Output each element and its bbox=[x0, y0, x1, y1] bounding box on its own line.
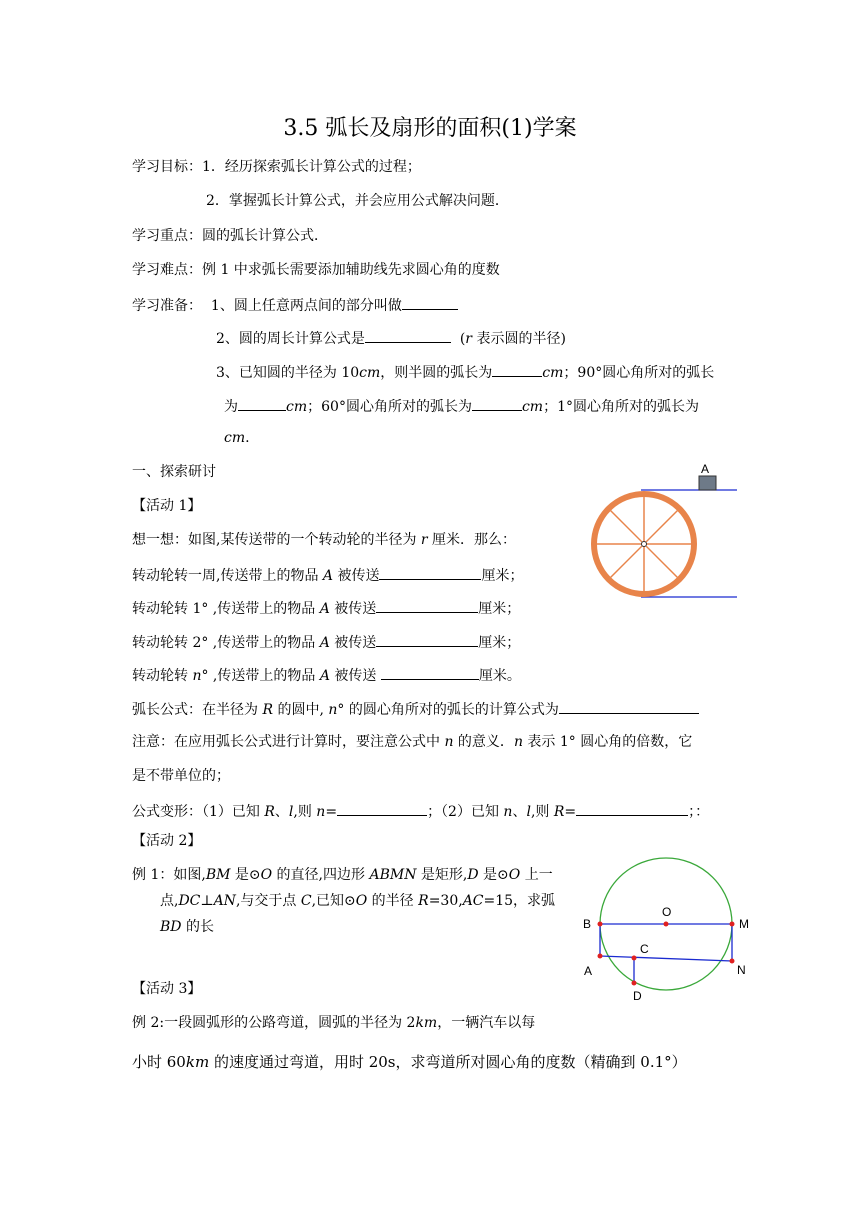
focus-label: 学习重点： bbox=[132, 228, 202, 244]
object-a bbox=[699, 476, 716, 490]
activity-1-heading: 【活动 1】 bbox=[132, 498, 202, 514]
page-title: 3.5 弧长及扇形的面积(1)学案 bbox=[283, 116, 577, 141]
answer-blank bbox=[576, 801, 688, 816]
example-1-line-2: 点,DC⊥AN,与交于点 C,已知⊙O 的半径 R=30,AC=15，求弧 bbox=[160, 893, 556, 909]
answer-blank bbox=[402, 295, 458, 310]
example-2-line-2: 小时 60km 的速度通过弯道，用时 20s，求弯道所对圆心角的度数（精确到 0.1°） bbox=[132, 1053, 687, 1071]
arc-formula-line: 弧长公式：在半径为 R 的圆中, n° 的圆心角所对的弧长的计算公式为 bbox=[132, 699, 699, 719]
note-line-2: 是不带单位的； bbox=[132, 768, 230, 784]
prep-q2: 2、圆的周长计算公式是 (r 表示圆的半径) bbox=[216, 328, 566, 348]
answer-blank bbox=[376, 598, 478, 613]
focus-text: 圆的弧长计算公式． bbox=[202, 228, 328, 244]
prep-q3-line1: 3、已知圆的半径为 10cm，则半圆的弧长为 cm；90°圆心角所对的弧长 bbox=[216, 362, 714, 382]
goal-item-1: 1．经历探索弧长计算公式的过程； bbox=[202, 159, 421, 175]
prep-q3-line3: cm. bbox=[224, 430, 250, 446]
goals-label: 学习目标： bbox=[132, 159, 202, 175]
answer-blank bbox=[472, 396, 522, 411]
label-a: A bbox=[584, 964, 593, 978]
goals-line-1 bbox=[132, 158, 421, 176]
difficulty-line bbox=[132, 261, 500, 279]
label-o: O bbox=[662, 905, 672, 919]
example-1-line-1: 例 1：如图,BM 是⊙O 的直径,四边形 ABMN 是矩形,D 是⊙O 上一 bbox=[132, 867, 553, 883]
figure-points bbox=[598, 922, 735, 986]
label-n: N bbox=[737, 963, 746, 977]
circle-geometry-figure bbox=[578, 852, 753, 1007]
note-line-1: 注意：在应用弧长公式进行计算时，要注意公式中 n 的意义．n 表示 1° 圆心角的倍数，它 bbox=[132, 734, 693, 750]
focus-line bbox=[132, 227, 328, 245]
answer-blank bbox=[238, 396, 286, 411]
example-1-line-3: BD 的长 bbox=[160, 919, 214, 935]
answer-blank bbox=[365, 328, 451, 343]
side-an bbox=[600, 956, 732, 961]
section-heading: 一、探索研讨 bbox=[132, 464, 216, 480]
wheel-hub bbox=[642, 542, 647, 547]
activity-1-row: 转动轮转 2° ,传送带上的物品 A 被传送 厘米； bbox=[132, 632, 520, 652]
activity-2-heading: 【活动 2】 bbox=[132, 833, 202, 849]
activity-1-row: 转动轮转 n° ,传送带上的物品 A 被传送 厘米。 bbox=[132, 665, 521, 685]
prep-q3-line2: 为 cm；60°圆心角所对的弧长为 cm；1°圆心角所对的弧长为 bbox=[224, 396, 699, 416]
answer-blank bbox=[376, 632, 478, 647]
prep-q1: 学习准备： 1、圆上任意两点间的部分叫做 bbox=[132, 295, 458, 315]
formula-transform-line: 公式变形：（1）已知 R、l,则 n= ；（2）已知 n、l,则 R= ；： bbox=[132, 801, 709, 821]
label-d: D bbox=[633, 989, 642, 1003]
answer-blank bbox=[381, 665, 479, 680]
prep-label: 学习准备： bbox=[132, 298, 202, 314]
activity-1-row: 转动轮转一周,传送带上的物品 A 被传送 厘米； bbox=[132, 565, 523, 585]
goal-item-2: 2．掌握弧长计算公式，并会应用公式解决问题． bbox=[206, 193, 509, 209]
object-a-label: A bbox=[701, 462, 710, 476]
example-2-line-1: 例 2:一段圆弧形的公路弯道，圆弧的半径为 2km，一辆汽车以每 bbox=[132, 1015, 536, 1031]
label-m: M bbox=[739, 917, 749, 931]
activity-1-row: 转动轮转 1° ,传送带上的物品 A 被传送 厘米； bbox=[132, 598, 520, 618]
difficulty-text: 例 1 中求弧长需要添加辅助线先求圆心角的度数 bbox=[202, 262, 500, 278]
answer-blank bbox=[492, 362, 542, 377]
label-c: C bbox=[640, 942, 649, 956]
answer-blank bbox=[337, 801, 427, 816]
conveyor-wheel-figure bbox=[585, 458, 740, 603]
answer-blank bbox=[379, 565, 481, 580]
activity-1-prompt: 想一想：如图,某传送带的一个转动轮的半径为 r 厘米．那么： bbox=[132, 532, 517, 548]
answer-blank bbox=[559, 699, 699, 714]
label-b: B bbox=[583, 917, 592, 931]
difficulty-label: 学习难点： bbox=[132, 262, 202, 278]
activity-3-heading: 【活动 3】 bbox=[132, 981, 202, 997]
